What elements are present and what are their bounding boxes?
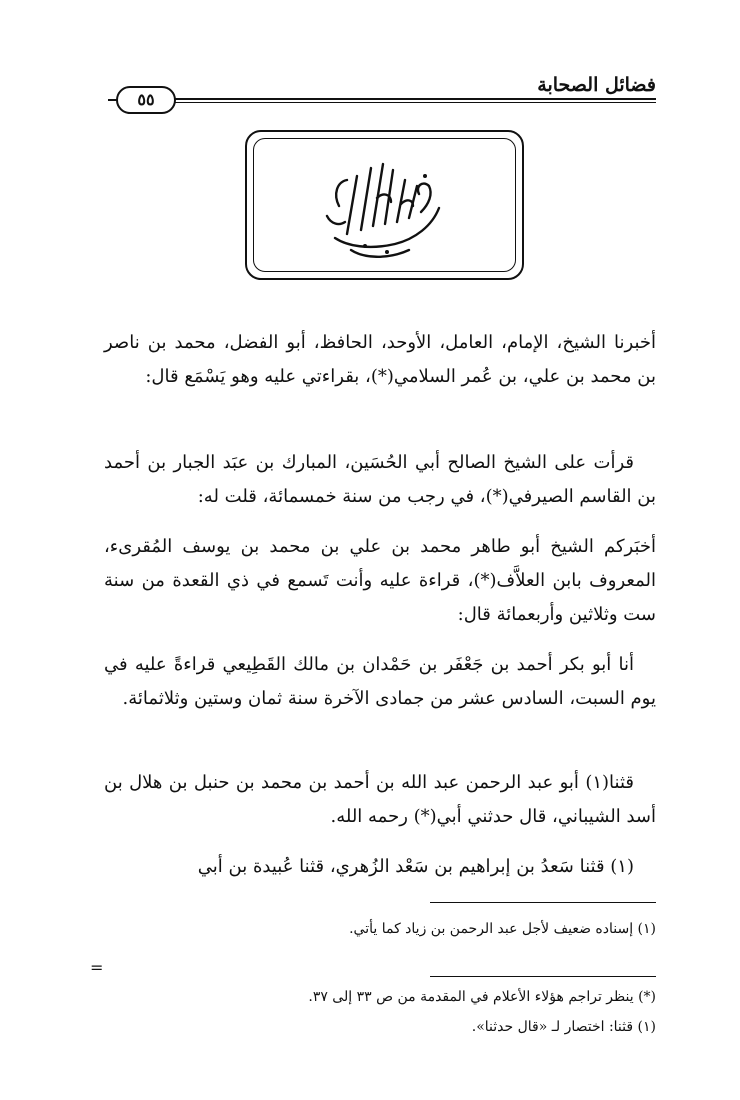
basmala-frame	[245, 130, 524, 280]
paragraph-isnad-4: أنا أبو بكر أحمد بن جَعْفَر بن حَمْدان بن مالك القَطِيعي قراءةً عليه في يوم السبت، السادس عشر من جمادى الآخرة سنة ثمان وستين وثلاثمائة.	[104, 654, 656, 709]
paragraph-hadith-1: (١) قثنا سَعدُ بن إبراهيم بن سَعْد الزُهري، قثنا عُبيدة بن أبي	[197, 856, 634, 877]
footnote-rule	[430, 902, 656, 903]
paragraph-isnad-1: أخبرنا الشيخ، الإمام، العامل، الأوحد، الحافظ، أبو الفضل، محمد بن ناصر بن محمد بن علي، بن عُمر السلامي(*)، بقراءتي عليه وهو يَسْمَع قال:	[104, 332, 656, 387]
continuation-mark: =	[90, 958, 104, 977]
paragraph-isnad-5: قثنا(١) أبو عبد الرحمن عبد الله بن أحمد بن محمد بن حنبل بن هلال بن أسد الشيباني، قال حدثني أبي(*) رحمه الله.	[104, 772, 656, 827]
header-rule	[160, 98, 656, 103]
footnote-abbreviation: (١) قثنا: اختصار لـ «قال حدثنا».	[471, 1019, 656, 1035]
paragraph-isnad-2: قرأت على الشيخ الصالح أبي الحُسَين، المبارك بن عبَد الجبار بن أحمد بن القاسم الصيرفي(*)، في رجب من سنة خمسمائة، قلت له:	[104, 452, 656, 507]
running-header	[100, 72, 656, 110]
footnote-star: (*) ينظر تراجم هؤلاء الأعلام في المقدمة من ص ٣٣ إلى ٣٧.	[308, 989, 656, 1005]
footnote-rule-2	[430, 976, 656, 977]
paragraph-isnad-3: أخبَركم الشيخ أبو طاهر محمد بن علي بن محمد بن يوسف المُقرىء، المعروف بابن العلاَّف(*)، قراءة عليه وأنت تَسمع في ذي القعدة من سنة ست وثلاثين وأربعمائة قال:	[104, 536, 656, 625]
page-number: ٥٥	[116, 86, 176, 114]
book-title: فضائل الصحابة	[537, 74, 656, 96]
footnote-hadith: (١) إسناده ضعيف لأجل عبد الرحمن بن زياد كما يأتي.	[349, 921, 656, 937]
basmala-calligraphy-icon	[317, 146, 452, 264]
